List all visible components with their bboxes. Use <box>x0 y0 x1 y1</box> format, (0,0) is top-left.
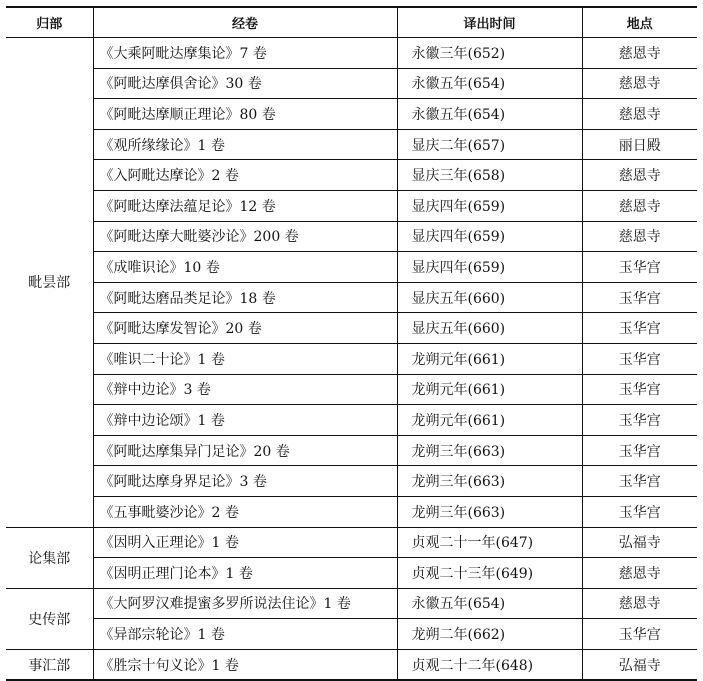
scripture-title-cell: 《辩中边论》3 卷 <box>93 374 397 405</box>
table-row <box>6 558 697 589</box>
table-row <box>6 68 697 99</box>
translation-date-cell: 贞观二十二年(648) <box>397 649 582 680</box>
translation-date-cell: 贞观二十三年(649) <box>397 558 582 589</box>
header-scripture: 经卷 <box>93 7 397 38</box>
table-row <box>6 588 697 619</box>
scripture-title-cell: 《唯识二十论》1 卷 <box>93 343 397 374</box>
table-row <box>6 435 697 466</box>
table-row <box>6 190 697 221</box>
header-category: 归部 <box>6 7 93 38</box>
scripture-title-cell: 《因明入正理论》1 卷 <box>93 527 397 558</box>
translation-table <box>6 6 697 681</box>
location-cell: 玉华宫 <box>582 343 697 374</box>
table-row <box>6 527 697 558</box>
scripture-title-cell: 《异部宗轮论》1 卷 <box>93 619 397 650</box>
location-cell: 玉华宫 <box>582 252 697 283</box>
translation-date-cell: 永徽三年(652) <box>397 38 582 69</box>
scripture-title-cell: 《观所缘缘论》1 卷 <box>93 129 397 160</box>
table-row <box>6 466 697 497</box>
translation-date-cell: 龙朔二年(662) <box>397 619 582 650</box>
scripture-title-cell: 《辩中边论颂》1 卷 <box>93 405 397 436</box>
translation-date-cell: 显庆二年(657) <box>397 129 582 160</box>
category-cell: 论集部 <box>6 527 93 588</box>
table-row <box>6 252 697 283</box>
location-cell: 弘福寺 <box>582 649 697 680</box>
location-cell: 玉华宫 <box>582 435 697 466</box>
location-cell: 慈恩寺 <box>582 160 697 191</box>
location-cell: 玉华宫 <box>582 466 697 497</box>
location-cell: 慈恩寺 <box>582 190 697 221</box>
location-cell: 玉华宫 <box>582 619 697 650</box>
translation-date-cell: 显庆四年(659) <box>397 221 582 252</box>
table-row <box>6 619 697 650</box>
location-cell: 慈恩寺 <box>582 221 697 252</box>
table-row <box>6 374 697 405</box>
scripture-title-cell: 《阿毗达摩身界足论》3 卷 <box>93 466 397 497</box>
location-cell: 慈恩寺 <box>582 558 697 589</box>
translation-date-cell: 永徽五年(654) <box>397 588 582 619</box>
table-row <box>6 38 697 69</box>
table-container <box>6 6 697 681</box>
table-row <box>6 282 697 313</box>
category-cell: 史传部 <box>6 588 93 649</box>
scripture-title-cell: 《阿毗达摩俱舍论》30 卷 <box>93 68 397 99</box>
scripture-title-cell: 《胜宗十句义论》1 卷 <box>93 649 397 680</box>
translation-date-cell: 永徽五年(654) <box>397 68 582 99</box>
scripture-title-cell: 《阿毗达摩发智论》20 卷 <box>93 313 397 344</box>
table-row <box>6 405 697 436</box>
location-cell: 玉华宫 <box>582 313 697 344</box>
table-row <box>6 129 697 160</box>
table-header <box>6 7 697 38</box>
translation-date-cell: 龙朔三年(663) <box>397 466 582 497</box>
location-cell: 弘福寺 <box>582 527 697 558</box>
location-cell: 慈恩寺 <box>582 38 697 69</box>
translation-date-cell: 显庆三年(658) <box>397 160 582 191</box>
translation-date-cell: 龙朔元年(661) <box>397 374 582 405</box>
location-cell: 玉华宫 <box>582 282 697 313</box>
table-row <box>6 99 697 130</box>
scripture-title-cell: 《成唯识论》10 卷 <box>93 252 397 283</box>
header-translation-time: 译出时间 <box>397 7 582 38</box>
translation-date-cell: 龙朔元年(661) <box>397 343 582 374</box>
table-row <box>6 313 697 344</box>
location-cell: 玉华宫 <box>582 374 697 405</box>
translation-date-cell: 显庆四年(659) <box>397 252 582 283</box>
table-row <box>6 221 697 252</box>
scripture-title-cell: 《因明正理门论本》1 卷 <box>93 558 397 589</box>
location-cell: 玉华宫 <box>582 496 697 527</box>
scripture-title-cell: 《阿毗达磨品类足论》18 卷 <box>93 282 397 313</box>
header-row <box>6 7 697 38</box>
location-cell: 玉华宫 <box>582 405 697 436</box>
scripture-title-cell: 《五事毗婆沙论》2 卷 <box>93 496 397 527</box>
table-body <box>6 38 697 681</box>
translation-date-cell: 显庆五年(660) <box>397 313 582 344</box>
category-cell: 事汇部 <box>6 649 93 680</box>
location-cell: 慈恩寺 <box>582 99 697 130</box>
translation-date-cell: 贞观二十一年(647) <box>397 527 582 558</box>
translation-date-cell: 永徽五年(654) <box>397 99 582 130</box>
scripture-title-cell: 《入阿毗达摩论》2 卷 <box>93 160 397 191</box>
table-row <box>6 496 697 527</box>
scripture-title-cell: 《大乘阿毗达摩集论》7 卷 <box>93 38 397 69</box>
scripture-title-cell: 《阿毗达摩顺正理论》80 卷 <box>93 99 397 130</box>
header-location: 地点 <box>582 7 697 38</box>
translation-date-cell: 显庆四年(659) <box>397 190 582 221</box>
translation-date-cell: 龙朔三年(663) <box>397 435 582 466</box>
table-row <box>6 649 697 680</box>
translation-date-cell: 龙朔三年(663) <box>397 496 582 527</box>
translation-date-cell: 龙朔元年(661) <box>397 405 582 436</box>
location-cell: 丽日殿 <box>582 129 697 160</box>
table-row <box>6 160 697 191</box>
scripture-title-cell: 《阿毗达摩大毗婆沙论》200 卷 <box>93 221 397 252</box>
location-cell: 慈恩寺 <box>582 588 697 619</box>
translation-date-cell: 显庆五年(660) <box>397 282 582 313</box>
table-row <box>6 343 697 374</box>
scripture-title-cell: 《大阿罗汉难提蜜多罗所说法住论》1 卷 <box>93 588 397 619</box>
category-cell: 毗昙部 <box>6 38 93 528</box>
location-cell: 慈恩寺 <box>582 68 697 99</box>
scripture-title-cell: 《阿毗达摩法蕴足论》12 卷 <box>93 190 397 221</box>
scripture-title-cell: 《阿毗达摩集异门足论》20 卷 <box>93 435 397 466</box>
